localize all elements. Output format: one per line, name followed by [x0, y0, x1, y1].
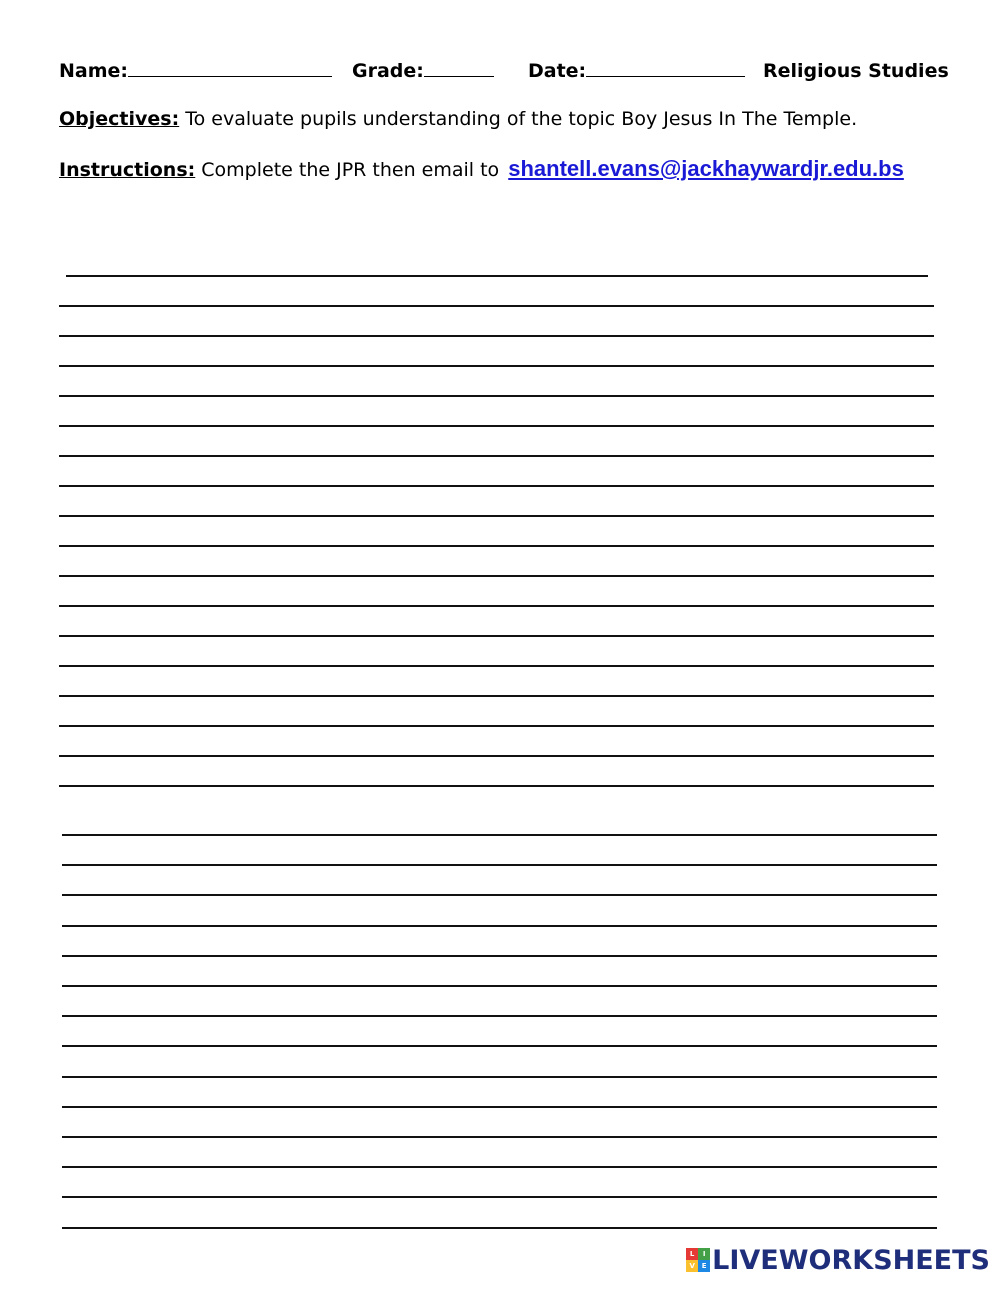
writing-line[interactable]	[62, 1076, 937, 1078]
grade-blank-line[interactable]	[424, 62, 494, 77]
date-blank-line[interactable]	[586, 62, 745, 77]
writing-line[interactable]	[62, 1045, 937, 1047]
writing-line[interactable]	[59, 665, 934, 667]
writing-line[interactable]	[59, 335, 934, 337]
writing-line[interactable]	[59, 485, 934, 487]
liveworksheets-logo-mark	[686, 1248, 710, 1272]
writing-line[interactable]	[62, 925, 937, 927]
liveworksheets-logo	[686, 1243, 990, 1277]
objectives	[59, 108, 857, 130]
name-field[interactable]	[59, 60, 332, 82]
writing-line[interactable]	[62, 834, 937, 836]
worksheet-header	[59, 60, 949, 88]
name-label: Name:	[59, 60, 129, 82]
logo-mark-letter: I	[698, 1248, 710, 1260]
writing-line[interactable]	[59, 575, 934, 577]
writing-line[interactable]	[62, 864, 937, 866]
name-blank-line[interactable]	[128, 62, 332, 77]
writing-line[interactable]	[62, 1227, 937, 1229]
email-link[interactable]: shantell.evans@jackhaywardjr.edu.bs	[508, 156, 904, 181]
writing-line[interactable]	[59, 395, 934, 397]
writing-line[interactable]	[59, 305, 934, 307]
writing-line[interactable]	[59, 455, 934, 457]
writing-line[interactable]	[62, 1196, 937, 1198]
writing-line[interactable]	[59, 695, 934, 697]
writing-line[interactable]	[66, 275, 928, 277]
date-field[interactable]	[528, 60, 745, 82]
logo-mark-letter: E	[698, 1260, 710, 1272]
logo-mark-letter: V	[686, 1260, 698, 1272]
writing-line[interactable]	[62, 1166, 937, 1168]
objectives-label: Objectives:	[59, 108, 180, 130]
writing-line[interactable]	[59, 515, 934, 517]
writing-line[interactable]	[62, 1106, 937, 1108]
writing-line[interactable]	[62, 1015, 937, 1017]
logo-mark-letter: L	[686, 1248, 698, 1260]
writing-line[interactable]	[62, 955, 937, 957]
writing-line[interactable]	[59, 635, 934, 637]
writing-line[interactable]	[62, 1136, 937, 1138]
subject-title: Religious Studies	[763, 60, 949, 82]
objectives-text: To evaluate pupils understanding of the topic Boy Jesus In The Temple.	[179, 108, 858, 130]
writing-line[interactable]	[59, 365, 934, 367]
instructions-label: Instructions:	[59, 159, 196, 181]
writing-line[interactable]	[59, 725, 934, 727]
writing-line[interactable]	[59, 605, 934, 607]
writing-line[interactable]	[59, 785, 934, 787]
instructions-text: Complete the JPR then email to	[195, 159, 506, 181]
date-label: Date:	[528, 60, 587, 82]
grade-label: Grade:	[352, 60, 424, 82]
writing-line[interactable]	[59, 755, 934, 757]
writing-line[interactable]	[59, 545, 934, 547]
writing-line[interactable]	[62, 985, 937, 987]
writing-line[interactable]	[59, 425, 934, 427]
writing-line[interactable]	[62, 894, 937, 896]
instructions	[59, 156, 904, 182]
grade-field[interactable]	[352, 60, 494, 82]
logo-text: LIVEWORKSHEETS	[712, 1244, 990, 1276]
